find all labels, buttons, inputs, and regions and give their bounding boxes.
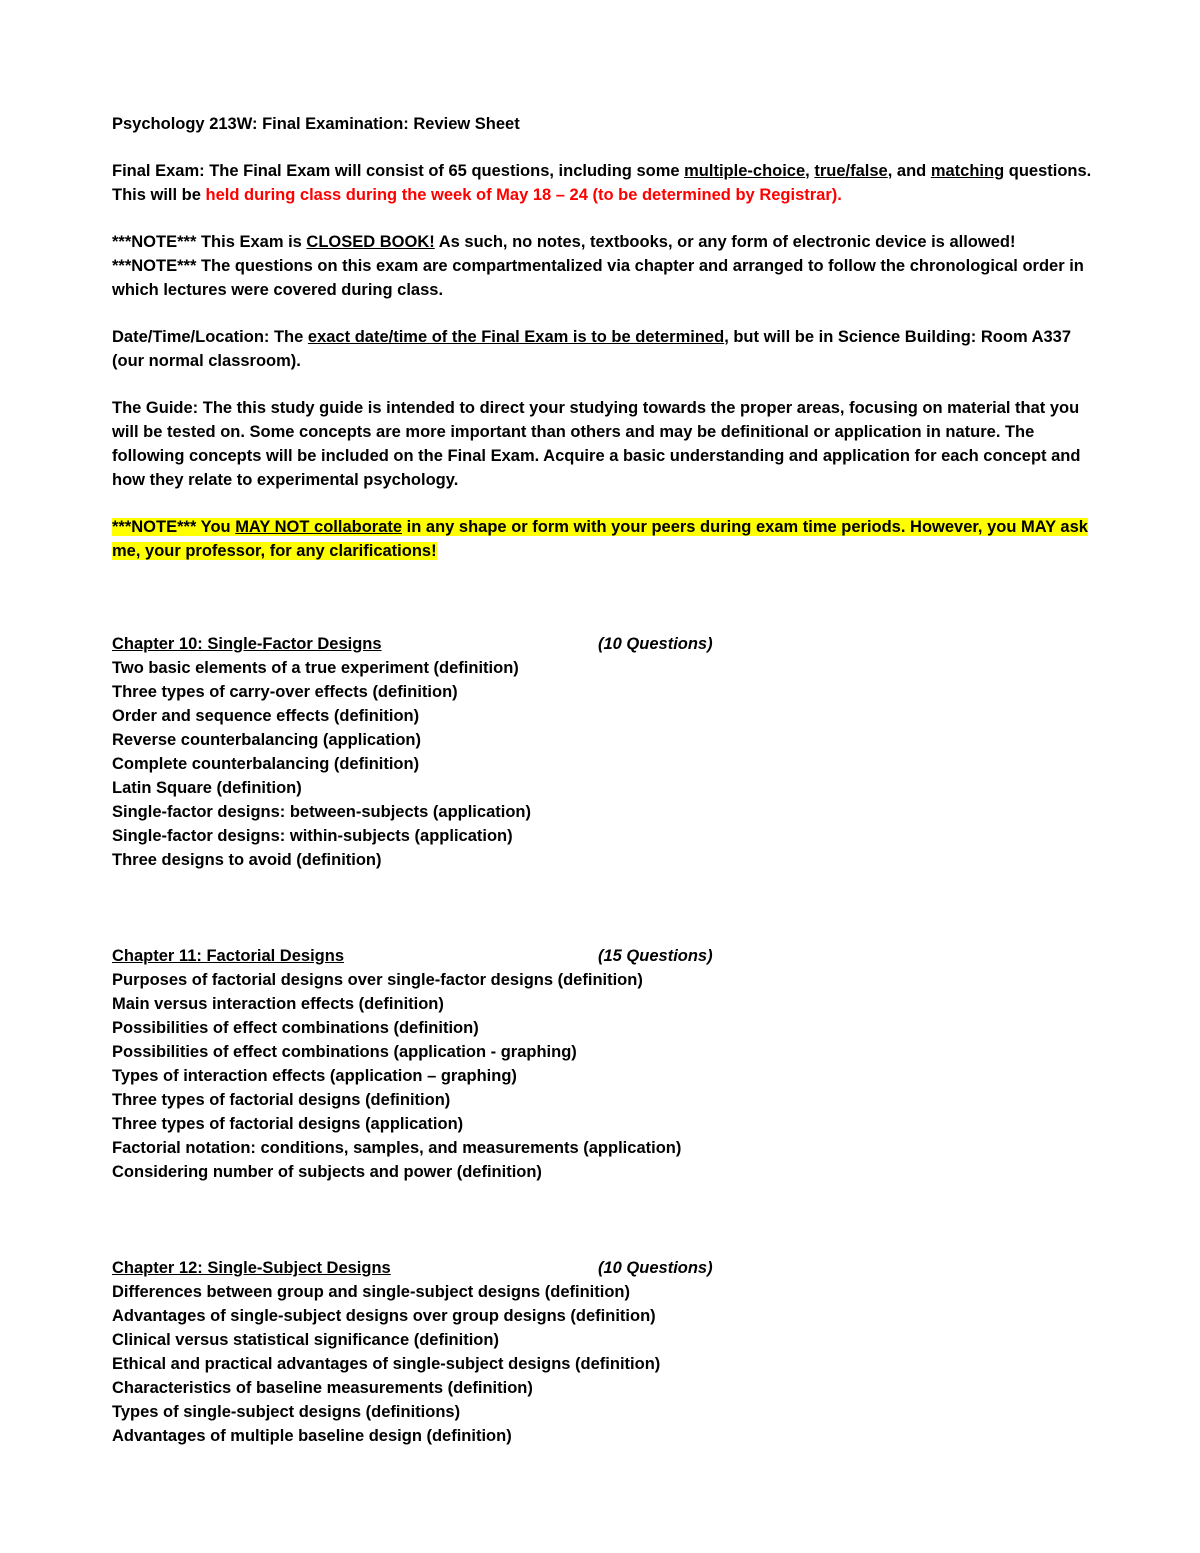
list-item: Order and sequence effects (definition) <box>112 707 420 725</box>
collab-text: in any shape or form with your peers during exam time periods. However, you MAY ask me, your professor, for any clarifications! <box>112 518 1088 560</box>
list-item: Types of interaction effects (application – graphing) <box>112 1067 517 1085</box>
note-text: This Exam is <box>196 233 307 251</box>
closed-book-underlined: CLOSED BOOK! <box>306 233 435 251</box>
guide-paragraph <box>112 396 1102 492</box>
chapter-question-count: (10 Questions) <box>598 1259 713 1277</box>
note-prefix: ***NOTE*** <box>112 233 197 251</box>
date-time-text: The <box>269 328 308 346</box>
guide-text: The this study guide is intended to direct your studying towards the proper areas, focusing on material that you will be tested on. Some concepts are more important than others and may be definitional or application in nature. The following concepts will be included on the Final Exam. Acquire a basic understanding and application for each concept and how they relate to experimental psychology. <box>112 399 1081 489</box>
title-text: Psychology 213W: Final Examination: Review Sheet <box>112 115 520 133</box>
list-item: Single-factor designs: between-subjects (application) <box>112 803 531 821</box>
document-page <box>112 112 1102 1448</box>
chapter-title: Chapter 10: Single-Factor Designs <box>112 635 382 653</box>
final-exam-label: Final Exam: <box>112 162 205 180</box>
chapter-11-section <box>112 944 1102 1184</box>
note-text: As such, no notes, textbooks, or any form of electronic device is allowed! <box>434 233 1016 251</box>
final-exam-sep-2: , and <box>887 162 931 180</box>
guide-label: The Guide: <box>112 399 199 417</box>
final-exam-multiple-choice: multiple-choice <box>684 162 806 180</box>
list-item: Characteristics of baseline measurements (definition) <box>112 1379 533 1397</box>
note-text: The questions on this exam are compartmentalized via chapter and arranged to follow the chronological order in which lectures were covered during class. <box>112 257 1084 299</box>
list-item: Differences between group and single-subject designs (definition) <box>112 1283 630 1301</box>
chapter-10-section <box>112 632 1102 872</box>
list-item: Types of single-subject designs (definitions) <box>112 1403 461 1421</box>
list-item: Single-factor designs: within-subjects (application) <box>112 827 513 845</box>
final-exam-text-1: The Final Exam will consist of 65 questions, including some <box>204 162 685 180</box>
list-item: Clinical versus statistical significance (definition) <box>112 1331 499 1349</box>
final-exam-text-2: questions. This will be <box>112 162 1092 204</box>
list-item: Possibilities of effect combinations (application - graphing) <box>112 1043 577 1061</box>
list-item: Two basic elements of a true experiment (definition) <box>112 659 519 677</box>
note-prefix: ***NOTE*** <box>112 257 197 275</box>
final-exam-sep-1: , <box>805 162 815 180</box>
collab-prefix: ***NOTE*** <box>112 518 197 536</box>
collaboration-note <box>112 515 1102 563</box>
list-item: Three types of factorial designs (application) <box>112 1115 464 1133</box>
list-item: Three designs to avoid (definition) <box>112 851 382 869</box>
list-item: Reverse counterbalancing (application) <box>112 731 421 749</box>
chapter-question-count: (15 Questions) <box>598 947 713 965</box>
list-item: Considering number of subjects and power (definition) <box>112 1163 542 1181</box>
list-item: Latin Square (definition) <box>112 779 302 797</box>
document-title <box>112 112 1102 136</box>
notes-paragraph <box>112 230 1102 302</box>
chapter-question-count: (10 Questions) <box>598 635 713 653</box>
date-time-label: Date/Time/Location: <box>112 328 270 346</box>
list-item: Complete counterbalancing (definition) <box>112 755 420 773</box>
list-item: Purposes of factorial designs over single-factor designs (definition) <box>112 971 643 989</box>
list-item: Three types of factorial designs (definition) <box>112 1091 451 1109</box>
list-item: Factorial notation: conditions, samples, and measurements (application) <box>112 1139 682 1157</box>
list-item: Main versus interaction effects (definition) <box>112 995 444 1013</box>
list-item: Ethical and practical advantages of single-subject designs (definition) <box>112 1355 661 1373</box>
final-exam-schedule-red: held during class during the week of May 18 – 24 (to be determined by Registrar). <box>205 186 842 204</box>
note-chronological <box>112 254 1102 302</box>
note-closed-book <box>112 230 1102 254</box>
chapter-title: Chapter 11: Factorial Designs <box>112 947 344 965</box>
list-item: Three types of carry-over effects (definition) <box>112 683 458 701</box>
collab-underlined: MAY NOT collaborate <box>235 518 403 536</box>
collab-text: You <box>196 518 236 536</box>
final-exam-paragraph <box>112 159 1102 207</box>
list-item: Advantages of multiple baseline design (definition) <box>112 1427 512 1445</box>
chapter-title: Chapter 12: Single-Subject Designs <box>112 1259 391 1277</box>
list-item: Possibilities of effect combinations (definition) <box>112 1019 479 1037</box>
date-time-paragraph <box>112 325 1102 373</box>
list-item: Advantages of single-subject designs over group designs (definition) <box>112 1307 656 1325</box>
final-exam-matching: matching <box>930 162 1005 180</box>
chapter-12-section <box>112 1256 1102 1448</box>
date-tbd-underlined: exact date/time of the Final Exam is to be determined <box>307 328 725 346</box>
date-time-text: , but will be in Science Building: Room A337 (our normal classroom). <box>112 328 1072 370</box>
final-exam-true-false: true/false <box>814 162 888 180</box>
